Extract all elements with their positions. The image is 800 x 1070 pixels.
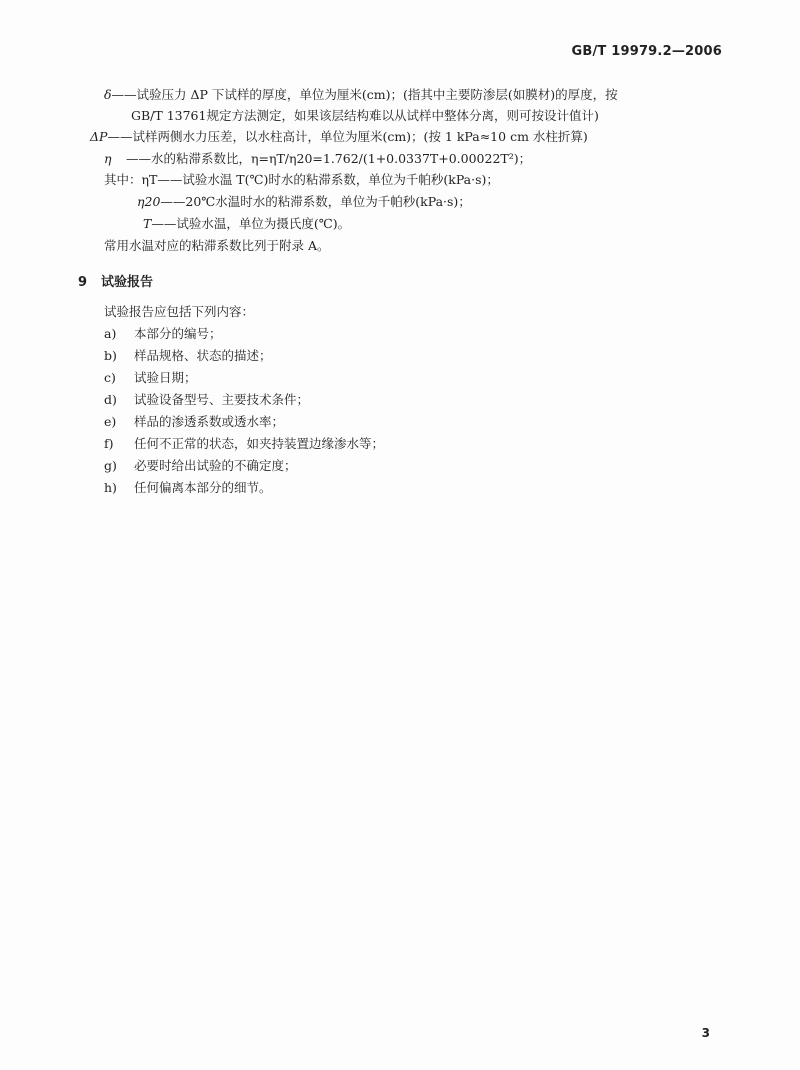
list-item-text: 试验设备型号、主要技术条件； [134,392,310,407]
section-title: 试验报告 [101,275,154,290]
list-item-text: 本部分的编号； [134,326,222,341]
list-item-text: 任何不正常的状态，如夹持装置边缘渗水等； [134,436,385,451]
page-number: 3 [701,1026,710,1040]
definition-pressure-difference [90,129,588,145]
section-intro: 试验报告应包括下列内容： [104,304,255,319]
list-item [104,414,284,430]
definition-symbol: T [143,216,152,231]
definition-temperature [143,216,350,232]
list-item-label: g) [104,458,117,473]
definition-text: ——水的粘滞系数比，η=ηT/η20=1.762/(1+0.0337T+0.00022T²)； [126,151,532,166]
definition-symbol: ΔP [90,129,108,144]
list-item [104,458,297,474]
list-item [104,480,272,496]
list-item-text: 样品规格、状态的描述； [134,348,272,363]
list-item-text: 必要时给出试验的不确定度； [134,458,297,473]
definition-viscosity-t [104,172,499,188]
definition-text: ——试验水温，单位为摄氏度(℃)。 [151,216,351,231]
definition-thickness-continued [131,108,599,124]
list-item-text: 任何偏离本部分的细节。 [134,480,272,495]
list-item-label: c) [104,370,116,385]
list-item [104,436,384,452]
list-item-label: d) [104,392,117,407]
list-item-text: 样品的渗透系数或透水率； [134,414,285,429]
list-item-label: h) [104,480,117,495]
definition-text: GB/T 13761规定方法测定，如果该层结构难以从试样中整体分离，则可按设计值计) [131,108,599,123]
definition-text: ——试验压力 ΔP 下试样的厚度，单位为厘米(cm)；(指其中主要防渗层(如膜材)的厚度，按 [111,87,618,102]
list-item [104,392,309,408]
list-item-label: f) [104,436,114,451]
definition-text: ——20℃水温时水的粘滞系数，单位为千帕秒(kPa·s)； [160,194,471,209]
section-heading [78,271,153,290]
list-item-label: b) [104,348,117,363]
definition-symbol: 其中：ηT [104,172,158,187]
list-item-text: 试验日期； [134,370,197,385]
definition-symbol: η [104,151,112,166]
definition-viscosity-20 [137,194,471,210]
section-number: 9 [78,275,88,290]
definition-thickness [104,87,618,103]
definition-symbol: η20 [137,194,161,209]
standard-code: GB/T 19979.2—2006 [571,44,722,59]
list-item [104,326,222,342]
list-item [104,370,197,386]
definition-text: ——试样两侧水力压差，以水柱高计，单位为厘米(cm)；(按 1 kPa≈10 cm 水柱折算) [107,129,588,144]
definition-text: ——试验水温 T(℃)时水的粘滞系数，单位为千帕秒(kPa·s)； [157,172,499,187]
list-item-label: e) [104,414,117,429]
definition-viscosity-ratio [104,151,531,167]
list-item [104,348,272,364]
list-item-label: a) [104,326,117,341]
appendix-note: 常用水温对应的粘滞系数比列于附录 A。 [104,238,330,253]
definition-symbol: δ [104,87,112,102]
